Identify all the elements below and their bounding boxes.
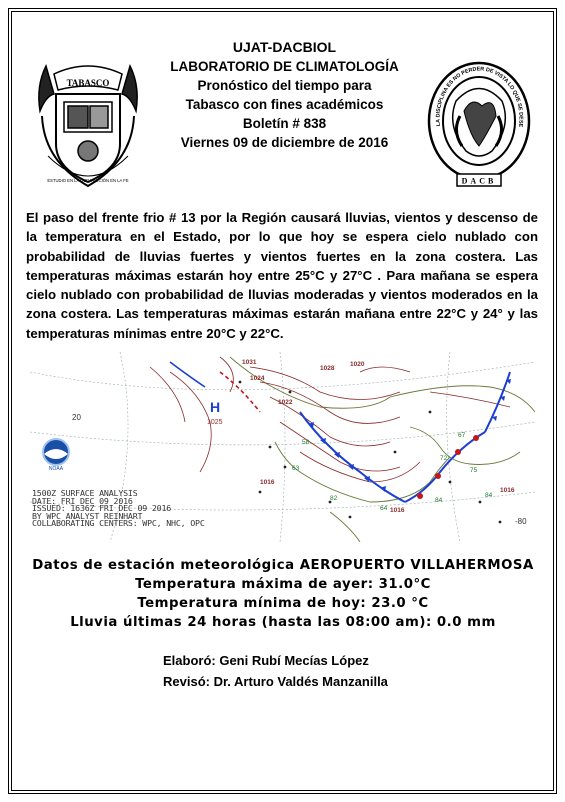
isobar-label: 1016 [500,487,515,494]
station-value: 72 [440,455,448,462]
noaa-text: NOAA [48,466,64,472]
map-caption-line: ISSUED: 1636Z FRI DEC 09 2016 [32,503,172,513]
latitude-label: 20 [72,413,81,422]
map-caption-line: 1500Z SURFACE ANALYSIS [32,488,138,498]
lab-name: LABORATORIO DE CLIMATOLOGÍA [170,59,399,74]
isobar-label: 1022 [278,399,293,406]
station-data-block [22,556,544,632]
logo-left-motto: ESTUDIO EN LA DUDA ACCIÓN EN LA FE [47,178,129,183]
ujat-shield-logo [32,56,144,191]
bulletin-date: Viernes 09 de diciembre de 2016 [180,135,389,150]
high-pressure-value: 1025 [207,419,223,426]
map-caption-line: COLLABORATING CENTERS: WPC, NHC, OPC [32,518,205,528]
isobar-label: 1020 [350,361,365,368]
high-pressure-label: H [210,399,221,415]
forecast-paragraph: El paso del frente frio # 13 por la Región causará lluvias, vientos y descenso de la temperatura en el Estado, por lo que hoy se espera cielo nublado con probabilidad de lluvias fuertes y vientos fuertes en la zona costera. Las temperaturas máximas estarán hoy entre 25°C y 27°C . Para mañana se espera cielo nublado con probabilidad de lluvias moderadas y vientos moderados en la zona costera. Las temperaturas máximas estarán mañana entre 22°C y 24° y las temperaturas mínimas entre 20°C y 22°C. [26,210,538,341]
min-temperature: Temperatura mínima de hoy: 23.0 °C [137,596,429,611]
isobar-label: 1024 [250,375,265,382]
station-value: 58 [302,439,310,446]
max-temperature: Temperatura máxima de ayer: 31.0°C [135,577,431,592]
isobar-label: 1016 [390,507,405,514]
logo-right-ring-text: LA DISCIPLINA ES NO PERDER DE VISTA LO QUE SE DESE [435,66,524,128]
station-title: Datos de estación meteorológica AEROPUERTO VILLAHERMOSA [32,558,534,573]
station-value: 75 [470,467,478,474]
credits-block [163,650,388,692]
map-caption-line: DATE: FRI DEC 09 2016 [32,495,133,506]
map-caption-line: BY WPC ANALYST REINHART [32,510,143,521]
reviewed-by: Revisó: Dr. Arturo Valdés Manzanilla [163,674,388,689]
isobar-label: 1031 [242,359,257,366]
isobar-label: 1028 [320,365,335,372]
prepared-by: Elaboró: Geni Rubí Mecías López [163,653,369,668]
bulletin-number: Boletín # 838 [242,116,327,131]
dacb-seal-logo [422,56,537,191]
station-value: 63 [292,465,300,472]
institution-name: UJAT-DACBIOL [232,39,337,55]
forecast-subtitle-1: Pronóstico del tiempo para [197,78,372,93]
bulletin-title-block [147,38,422,152]
surface-analysis-map [30,352,535,542]
map-caption [32,490,205,528]
isobar-label: 1016 [260,479,275,486]
longitude-label: -80 [515,517,527,526]
forecast-subtitle-2: Tabasco con fines académicos [185,97,384,112]
bulletin-header [22,36,544,196]
station-value: 67 [458,432,466,439]
logo-left-banner: TABASCO [66,78,110,88]
station-value: 82 [330,495,338,502]
rainfall-24h: Lluvia últimas 24 horas (hasta las 08:00 am): 0.0 mm [70,615,496,630]
station-value: 84 [485,492,493,499]
station-value: 84 [435,497,443,504]
station-value: 64 [380,505,388,512]
logo-right-acronym: DACB [461,176,497,186]
